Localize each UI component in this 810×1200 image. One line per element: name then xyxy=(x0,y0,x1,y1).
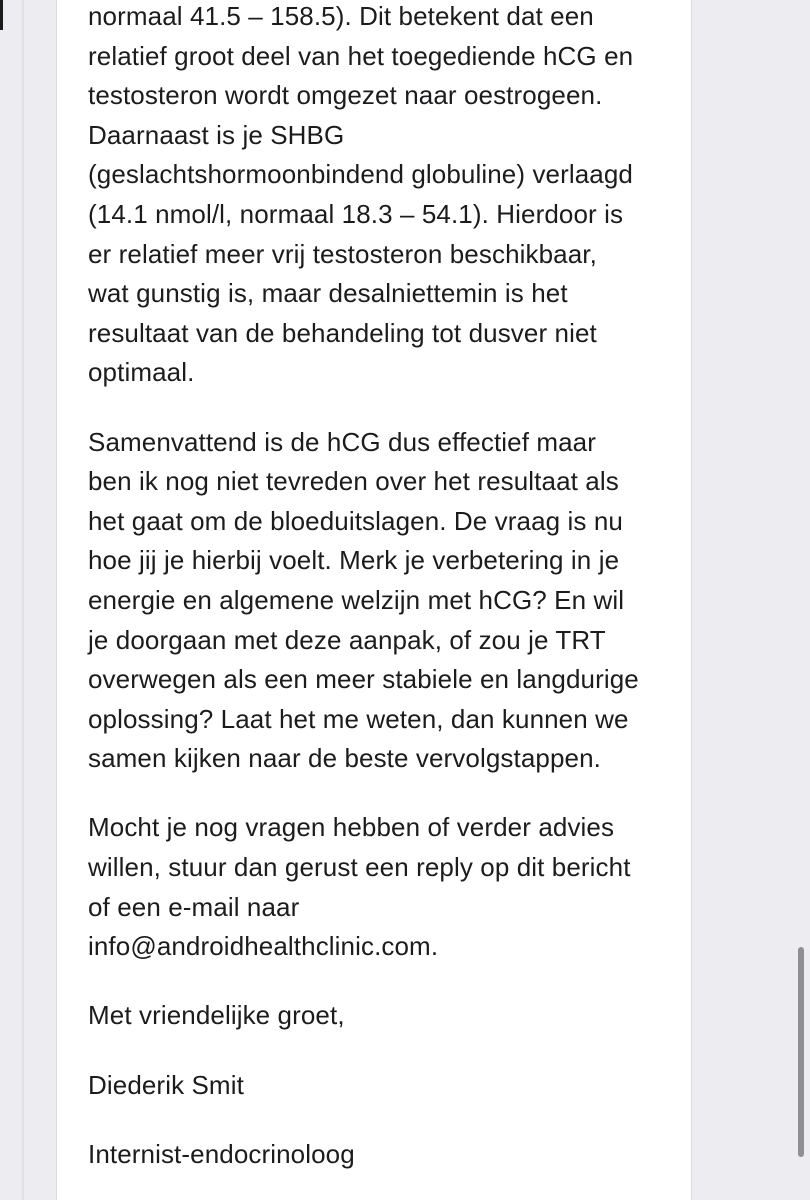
paragraph-gap xyxy=(88,1105,678,1135)
email-message-card xyxy=(56,0,692,1200)
paragraph-hormone-results: normaal 41.5 – 158.5). Dit betekent dat een relatief groot deel van het toegediende hCG en testosteron wordt omgezet naar oestrogeen. Daarnaast is je SHBG (geslachtshormoonbindend globuline) verlaagd (14.1 nmol/l, normaal 18.3 – 54.1). Hierdoor is er relatief meer vrij testosteron beschikbaar, wat gunstig is, maar desalniettemin is het resultaat van de behandeling tot dusver niet optimaal. xyxy=(88,1,634,388)
gutter-divider xyxy=(22,0,24,1200)
email-body xyxy=(88,0,678,1174)
paragraph-gap xyxy=(88,393,678,423)
left-edge-marker xyxy=(0,0,3,30)
paragraph-gap xyxy=(88,967,678,997)
sender-title: Internist-endocrinoloog xyxy=(88,1138,355,1169)
paragraph-contact-info: Mocht je nog vragen hebben of verder advies willen, stuur dan gerust een reply op dit bericht of een e-mail naar info@androidhealthclinic.com. xyxy=(88,812,631,962)
sender-name: Diederik Smit xyxy=(88,1069,244,1100)
vertical-scrollbar[interactable] xyxy=(798,947,804,1157)
paragraph-gap xyxy=(88,779,678,809)
paragraph-gap xyxy=(88,1036,678,1066)
closing-greeting: Met vriendelijke groet, xyxy=(88,1000,345,1031)
paragraph-summary: Samenvattend is de hCG dus effectief maar ben ik nog niet tevreden over het resultaat als het gaat om de bloeduitslagen. De vraag is nu hoe jij je hierbij voelt. Merk je verbetering in je energie en algemene welzijn met hCG? En wil je doorgaan met deze aanpak, of zou je TRT overwegen als een meer stabiele en langdurige oplossing? Laat het me weten, dan kunnen we samen kijken naar de beste vervolgstappen. xyxy=(88,426,639,774)
